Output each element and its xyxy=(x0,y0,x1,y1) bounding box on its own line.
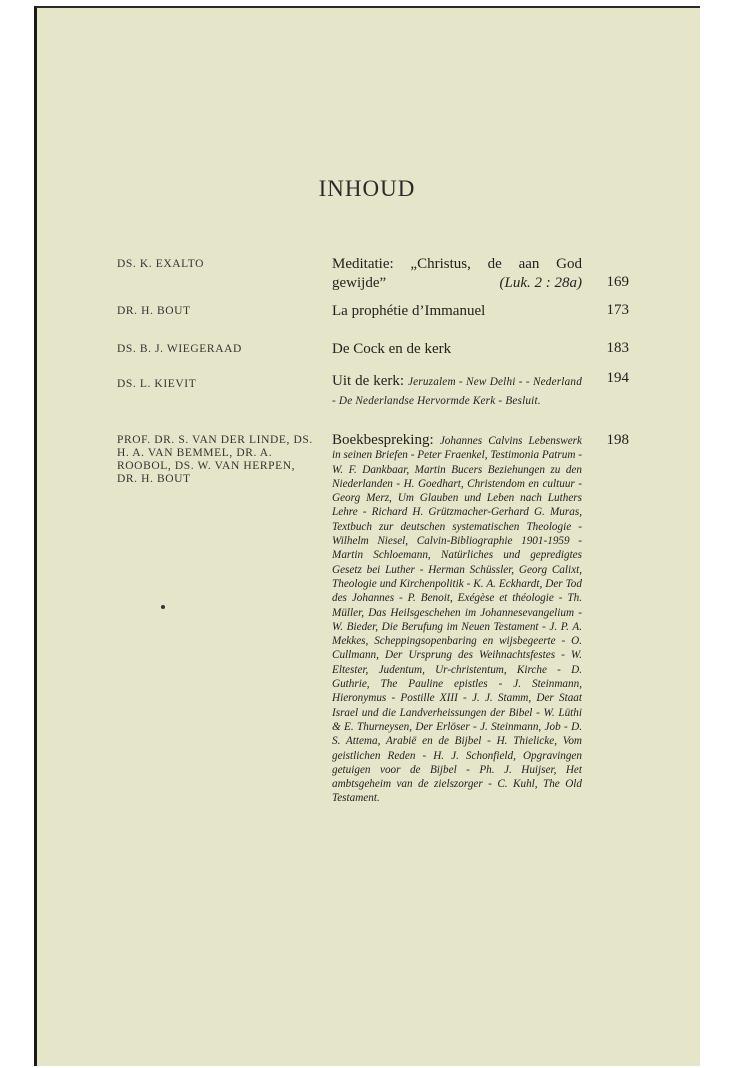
page-number: 198 xyxy=(606,432,629,448)
print-speck xyxy=(161,605,165,609)
author-bout: DR. H. BOUT xyxy=(117,305,191,317)
entry-title: De Cock en de kerk xyxy=(332,341,452,357)
entry-lead: Boekbespreking: xyxy=(332,432,434,448)
entry-subjects: Jeruzalem - New Delhi - - Nederland - De Nederlandse Hervormde Kerk - Besluit. xyxy=(332,376,582,407)
entry-meditatie xyxy=(332,255,582,293)
scripture-reference: (Luk. 2 : 28a) xyxy=(499,275,582,291)
entry-title-word: gewijde” xyxy=(332,275,387,291)
entry-subjects: Johannes Calvins Lebenswerk in seinen Briefen - Peter Fraenkel, Testimonia Patrum - W. F. Dankbaar, Martin Bucers Beziehungen zu den Niederlanden - H. Goedhart, Christendom en cultuur - Georg Merz, Um Glauben und Leben nach Luthers Lehre - Richard H. Grützmacher-Gerhard G. Muras, Textbuch zur deutschen systematischen Theologie - Wilhelm Niesel, Calvin-Bibliographie 1901-1959 - Martin Schloemann, Natürliches und gepredigtes Gesetz bei Luther - Herman Schüssler, Georg Calixt, Theologie und Kirchenpolitik - K. A. Eckhardt, Der Tod des Johannes - P. Benoit, Exégèse et théologie - Th. Müller, Das Heilsgeschehen im Johannesevangelium - W. Bieder, Die Berufung im Neuen Testament - J. P. A. Mekkes, Scheppingsopenbaring en wijsbegeerte - O. Cullmann, Der Ursprung des Weihnachtsfestes - W. Eltester, Judentum, Ur-christentum, Kirche - D. Guthrie, The Pauline epistles - J. Steinmann, Hieronymus - Postille XIII - J. J. Stamm, Der Staat Israel und die Landverheissungen der Bibel - W. Lüthi & E. Thurneysen, Der Erlöser - J. Steinmann, Job - D. S. Attema, Arabië en de Bijbel - H. Thielicke, Vom geistlichen Reden - H. J. Schonfield, Opgravingen getuigen voor de Bijbel - Ph. J. Huijser, Het ambtsgeheim van de zielszorger - C. Kuhl, The Old Testament. xyxy=(332,435,582,805)
author-exalto: DS. K. EXALTO xyxy=(117,258,205,270)
author-kievit: DS. L. KIEVIT xyxy=(117,378,197,390)
page-number: 194 xyxy=(606,370,629,386)
entry-title: La prophétie d’Immanuel xyxy=(332,303,486,319)
author-wiegeraad: DS. B. J. WIEGERAAD xyxy=(117,343,242,355)
entry-lead: Uit de kerk: xyxy=(332,373,405,389)
author-reviewers: PROF. DR. S. VAN DER LINDE, DS. H. A. VAN BEMMEL, DR. A. ROOBOL, DS. W. VAN HERPEN, DR. H. BOUT xyxy=(117,434,313,485)
page-title: INHOUD xyxy=(318,176,416,201)
entry-title-line2 xyxy=(332,274,582,293)
entry-uit-de-kerk xyxy=(332,372,582,410)
page-number: 183 xyxy=(606,340,629,356)
document-page xyxy=(34,6,700,1066)
entry-boekbespreking xyxy=(332,433,582,806)
entry-title-line1: Meditatie: „Christus, de aan God xyxy=(332,256,582,272)
page-number: 173 xyxy=(606,302,629,318)
page-number: 169 xyxy=(606,274,629,290)
